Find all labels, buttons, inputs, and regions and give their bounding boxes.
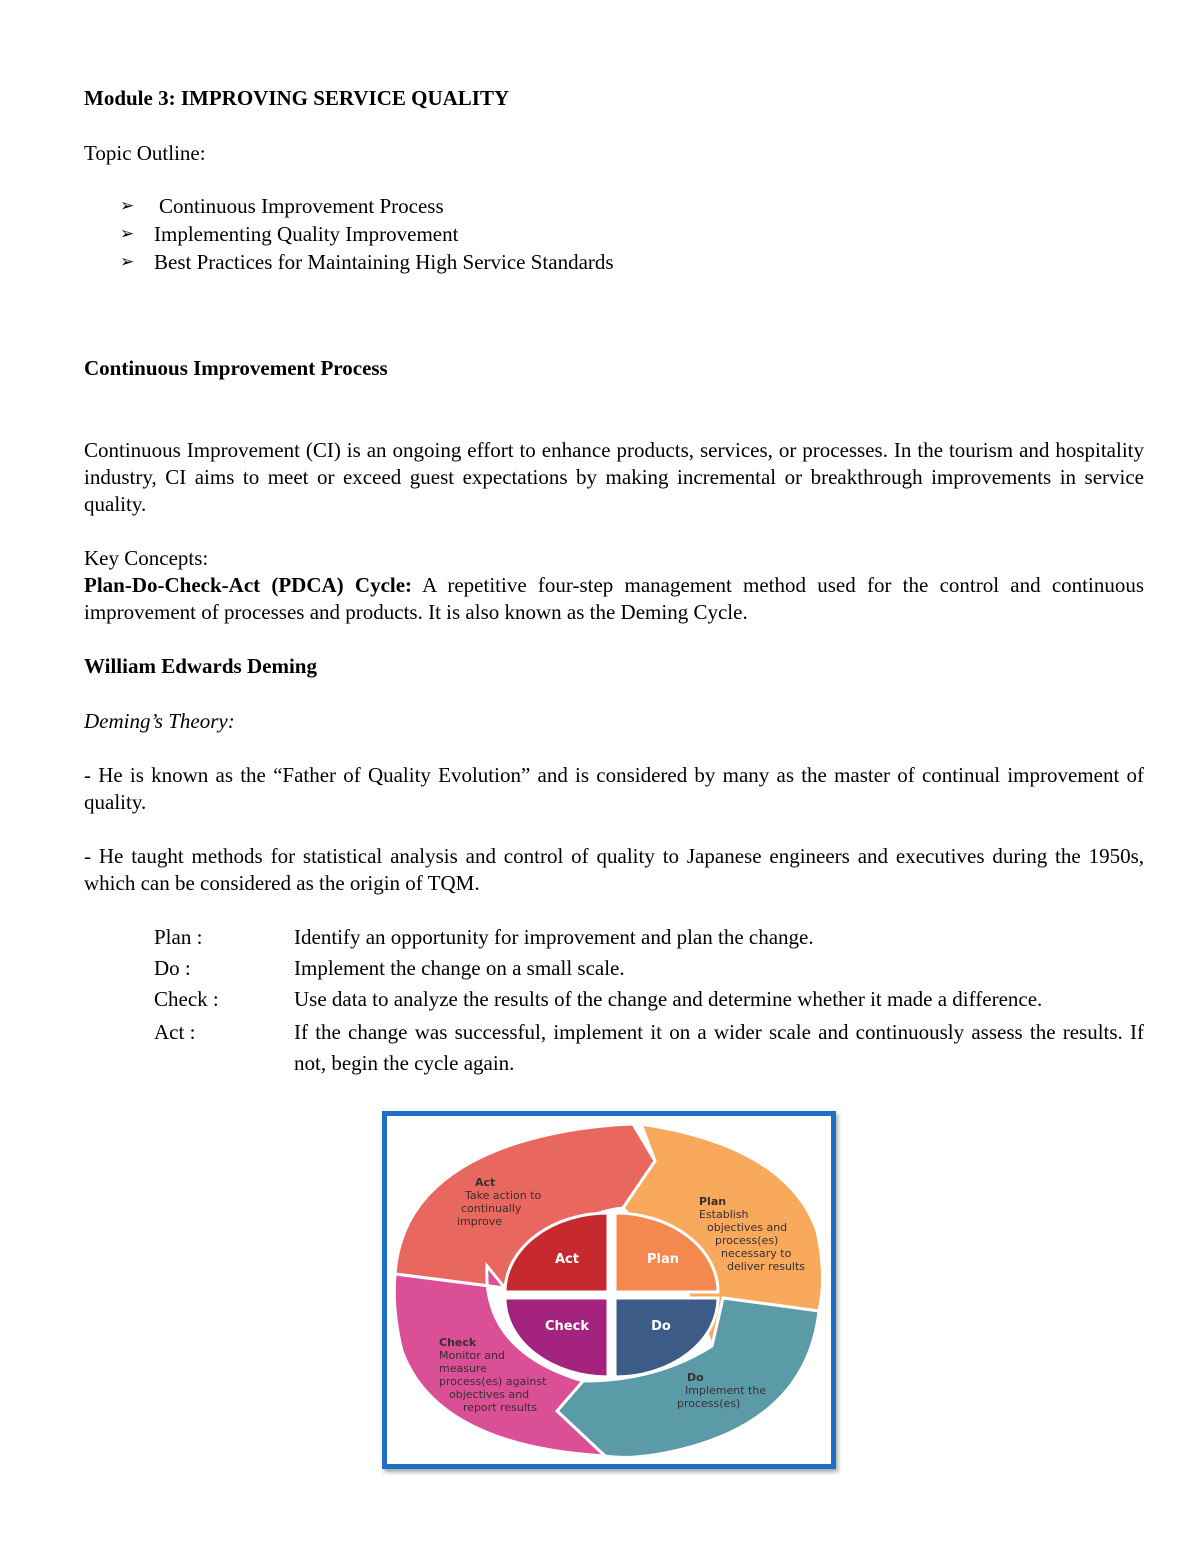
check-text-line: report results: [463, 1401, 537, 1414]
deming-point: - He is known as the “Father of Quality Evolution” and is considered by many as the master of continual improvement of quality.: [84, 763, 1144, 814]
arrow-bullet-icon: ➢: [120, 196, 135, 216]
center-label-check: Check: [545, 1319, 589, 1334]
check-text-line: measure: [439, 1362, 487, 1375]
center-label-do: Do: [651, 1319, 671, 1334]
deming-point: - He taught methods for statistical analysis and control of quality to Japanese engineers and executives during the 1950s, which can be considered as the origin of TQM.: [84, 844, 1144, 895]
plan-text-title: Plan: [699, 1195, 727, 1208]
plan-text-line: necessary to: [721, 1247, 792, 1260]
plan-text-line: process(es): [715, 1234, 779, 1247]
key-concepts-label: Key Concepts:: [84, 546, 209, 570]
pdca-definition: A repetitive four-step management method used for the control and continuous improvement of processes and products. It is also known as the Deming Cycle.: [84, 573, 1145, 624]
arrow-bullet-icon: ➢: [120, 224, 135, 244]
act-text-line: continually: [461, 1202, 522, 1215]
ci-paragraph: Continuous Improvement (CI) is an ongoing effort to enhance products, services, or processes. In the tourism and hospitality industry, CI aims to meet or exceed guest expectations by making incremental or breakthrough improvements in service quality.: [84, 438, 1144, 516]
pdca-paragraph: [84, 572, 1144, 626]
pdca-step-check: Check : Use data to analyze the results of the change and determine whether it made a difference.: [154, 987, 1043, 1011]
pdca-step-plan: Plan : Identify an opportunity for improvement and plan the change.: [154, 925, 814, 949]
outline-item: ➢ Best Practices for Maintaining High Service Standards: [120, 250, 614, 274]
do-text-line: process(es): [677, 1397, 741, 1410]
center-label-act: Act: [555, 1252, 579, 1267]
topic-outline-label: Topic Outline:: [84, 141, 206, 165]
arrow-bullet-icon: ➢: [120, 252, 135, 272]
do-text-line: Implement the: [685, 1384, 767, 1397]
section-heading: Continuous Improvement Process: [84, 356, 388, 380]
deming-heading: William Edwards Deming: [84, 654, 317, 678]
topic-outline-list: [84, 192, 984, 276]
act-text-title: Act: [475, 1176, 496, 1189]
pdca-cycle-figure: [382, 1111, 836, 1469]
check-text-line: Monitor and: [439, 1349, 506, 1362]
plan-text-line: deliver results: [727, 1260, 806, 1273]
center-label-plan: Plan: [646, 1252, 680, 1267]
pdca-step-do: Do : Implement the change on a small scale.: [154, 956, 625, 980]
pdca-term: Plan-Do-Check-Act (PDCA) Cycle:: [84, 573, 413, 597]
plan-text-line: Establish: [699, 1208, 749, 1221]
check-text-title: Check: [439, 1336, 477, 1349]
act-text-line: Take action to: [465, 1189, 542, 1202]
pdca-step-act: Act : If the change was successful, implement it on a wider scale and continuously assess the results. If not, begin the cycle again.: [154, 1020, 1144, 1075]
plan-text-line: objectives and: [707, 1221, 788, 1234]
pdca-cycle-diagram: [387, 1116, 831, 1464]
check-text-line: objectives and: [449, 1388, 530, 1401]
outline-item: ➢ Continuous Improvement Process: [120, 194, 444, 218]
do-text-title: Do: [687, 1371, 704, 1384]
check-text-line: process(es) against: [439, 1375, 547, 1388]
module-title: Module 3: IMPROVING SERVICE QUALITY: [84, 86, 510, 110]
outline-item: ➢ Implementing Quality Improvement: [120, 222, 459, 246]
deming-theory-label: Deming’s Theory:: [84, 709, 235, 733]
act-text-line: improve: [457, 1215, 503, 1228]
